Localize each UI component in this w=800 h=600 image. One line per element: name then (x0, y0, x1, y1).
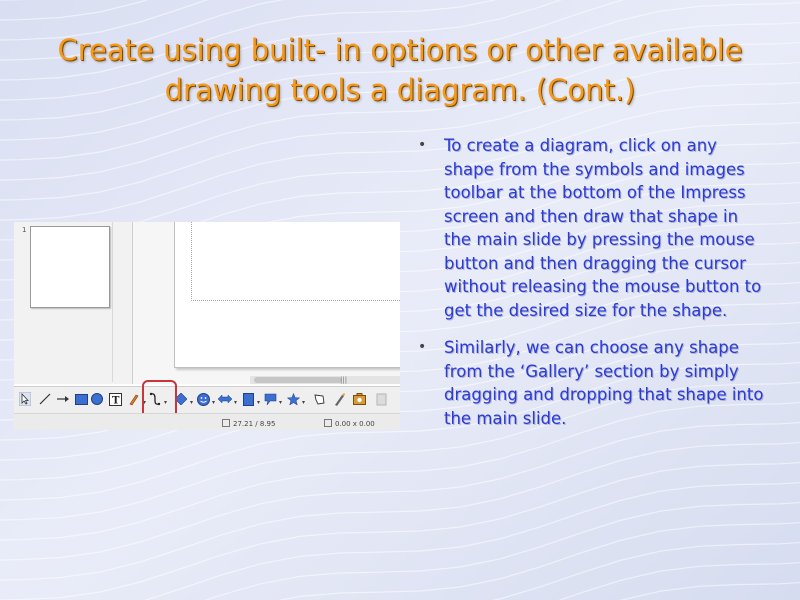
workspace (133, 222, 400, 384)
position-icon (222, 419, 230, 427)
size-value: 0.00 x 0.00 (335, 420, 375, 428)
size-icon (324, 419, 332, 427)
smiley-icon[interactable]: ▾ (196, 392, 210, 406)
gallery-icon[interactable] (352, 392, 366, 406)
stars-icon[interactable]: ▾ (286, 392, 300, 406)
connector-icon[interactable]: ▾ (148, 392, 162, 406)
bullet-marker: • (418, 339, 427, 355)
bullet-item (416, 336, 766, 430)
slide-title: Create using built- in options or other available drawing tools a diagram. (Cont.) (57, 33, 743, 107)
bullet-list (416, 134, 766, 444)
arrow-line-icon[interactable] (56, 392, 70, 406)
slide-thumbnail[interactable] (30, 226, 110, 308)
placeholder-border (191, 222, 400, 301)
bullet-item (416, 134, 766, 322)
text-icon[interactable] (108, 392, 122, 406)
select-icon[interactable] (18, 392, 32, 406)
scrollbar-grip: ||| (340, 376, 348, 384)
slides-pane (14, 222, 133, 384)
bullet-marker: • (418, 137, 427, 153)
fontwork-icon[interactable] (332, 392, 346, 406)
flowchart-icon[interactable]: ▾ (241, 392, 255, 406)
line-icon[interactable] (38, 392, 52, 406)
block-arrows-icon[interactable]: ▾ (218, 392, 232, 406)
freehand-icon[interactable]: ▾ (127, 392, 141, 406)
main-slide-canvas[interactable] (174, 222, 400, 368)
horizontal-scrollbar[interactable] (250, 376, 400, 384)
basic-shapes-icon[interactable]: ▾ (174, 392, 188, 406)
ellipse-icon[interactable] (90, 392, 104, 406)
rectangle-icon[interactable] (74, 392, 88, 406)
callout-icon[interactable]: ▾ (263, 392, 277, 406)
bullet-text: To create a diagram, click on any shape from the symbols and images toolbar at the bottom of the Impress screen and then draw that shape in the main slide by pressing the mouse button and then dragging the cursor without releasing the mouse button to get the desired size for the shape. (444, 136, 762, 320)
cursor-position (222, 419, 275, 428)
object-size (324, 419, 375, 428)
position-value: 27.21 / 8.95 (233, 420, 276, 428)
impress-screenshot (14, 222, 400, 430)
status-bar (14, 413, 400, 430)
svg-text:T: T (111, 395, 119, 406)
drawing-toolbar (14, 386, 400, 413)
pane-divider (112, 222, 113, 382)
slide-number: 1 (22, 226, 27, 234)
points-icon[interactable] (312, 392, 326, 406)
scrollbar-thumb[interactable] (254, 377, 342, 383)
bullet-text: Similarly, we can choose any shape from the ‘Gallery’ section by simply dragging and dropping that shape into the main slide. (444, 338, 764, 428)
extrusion-icon[interactable] (374, 392, 388, 406)
